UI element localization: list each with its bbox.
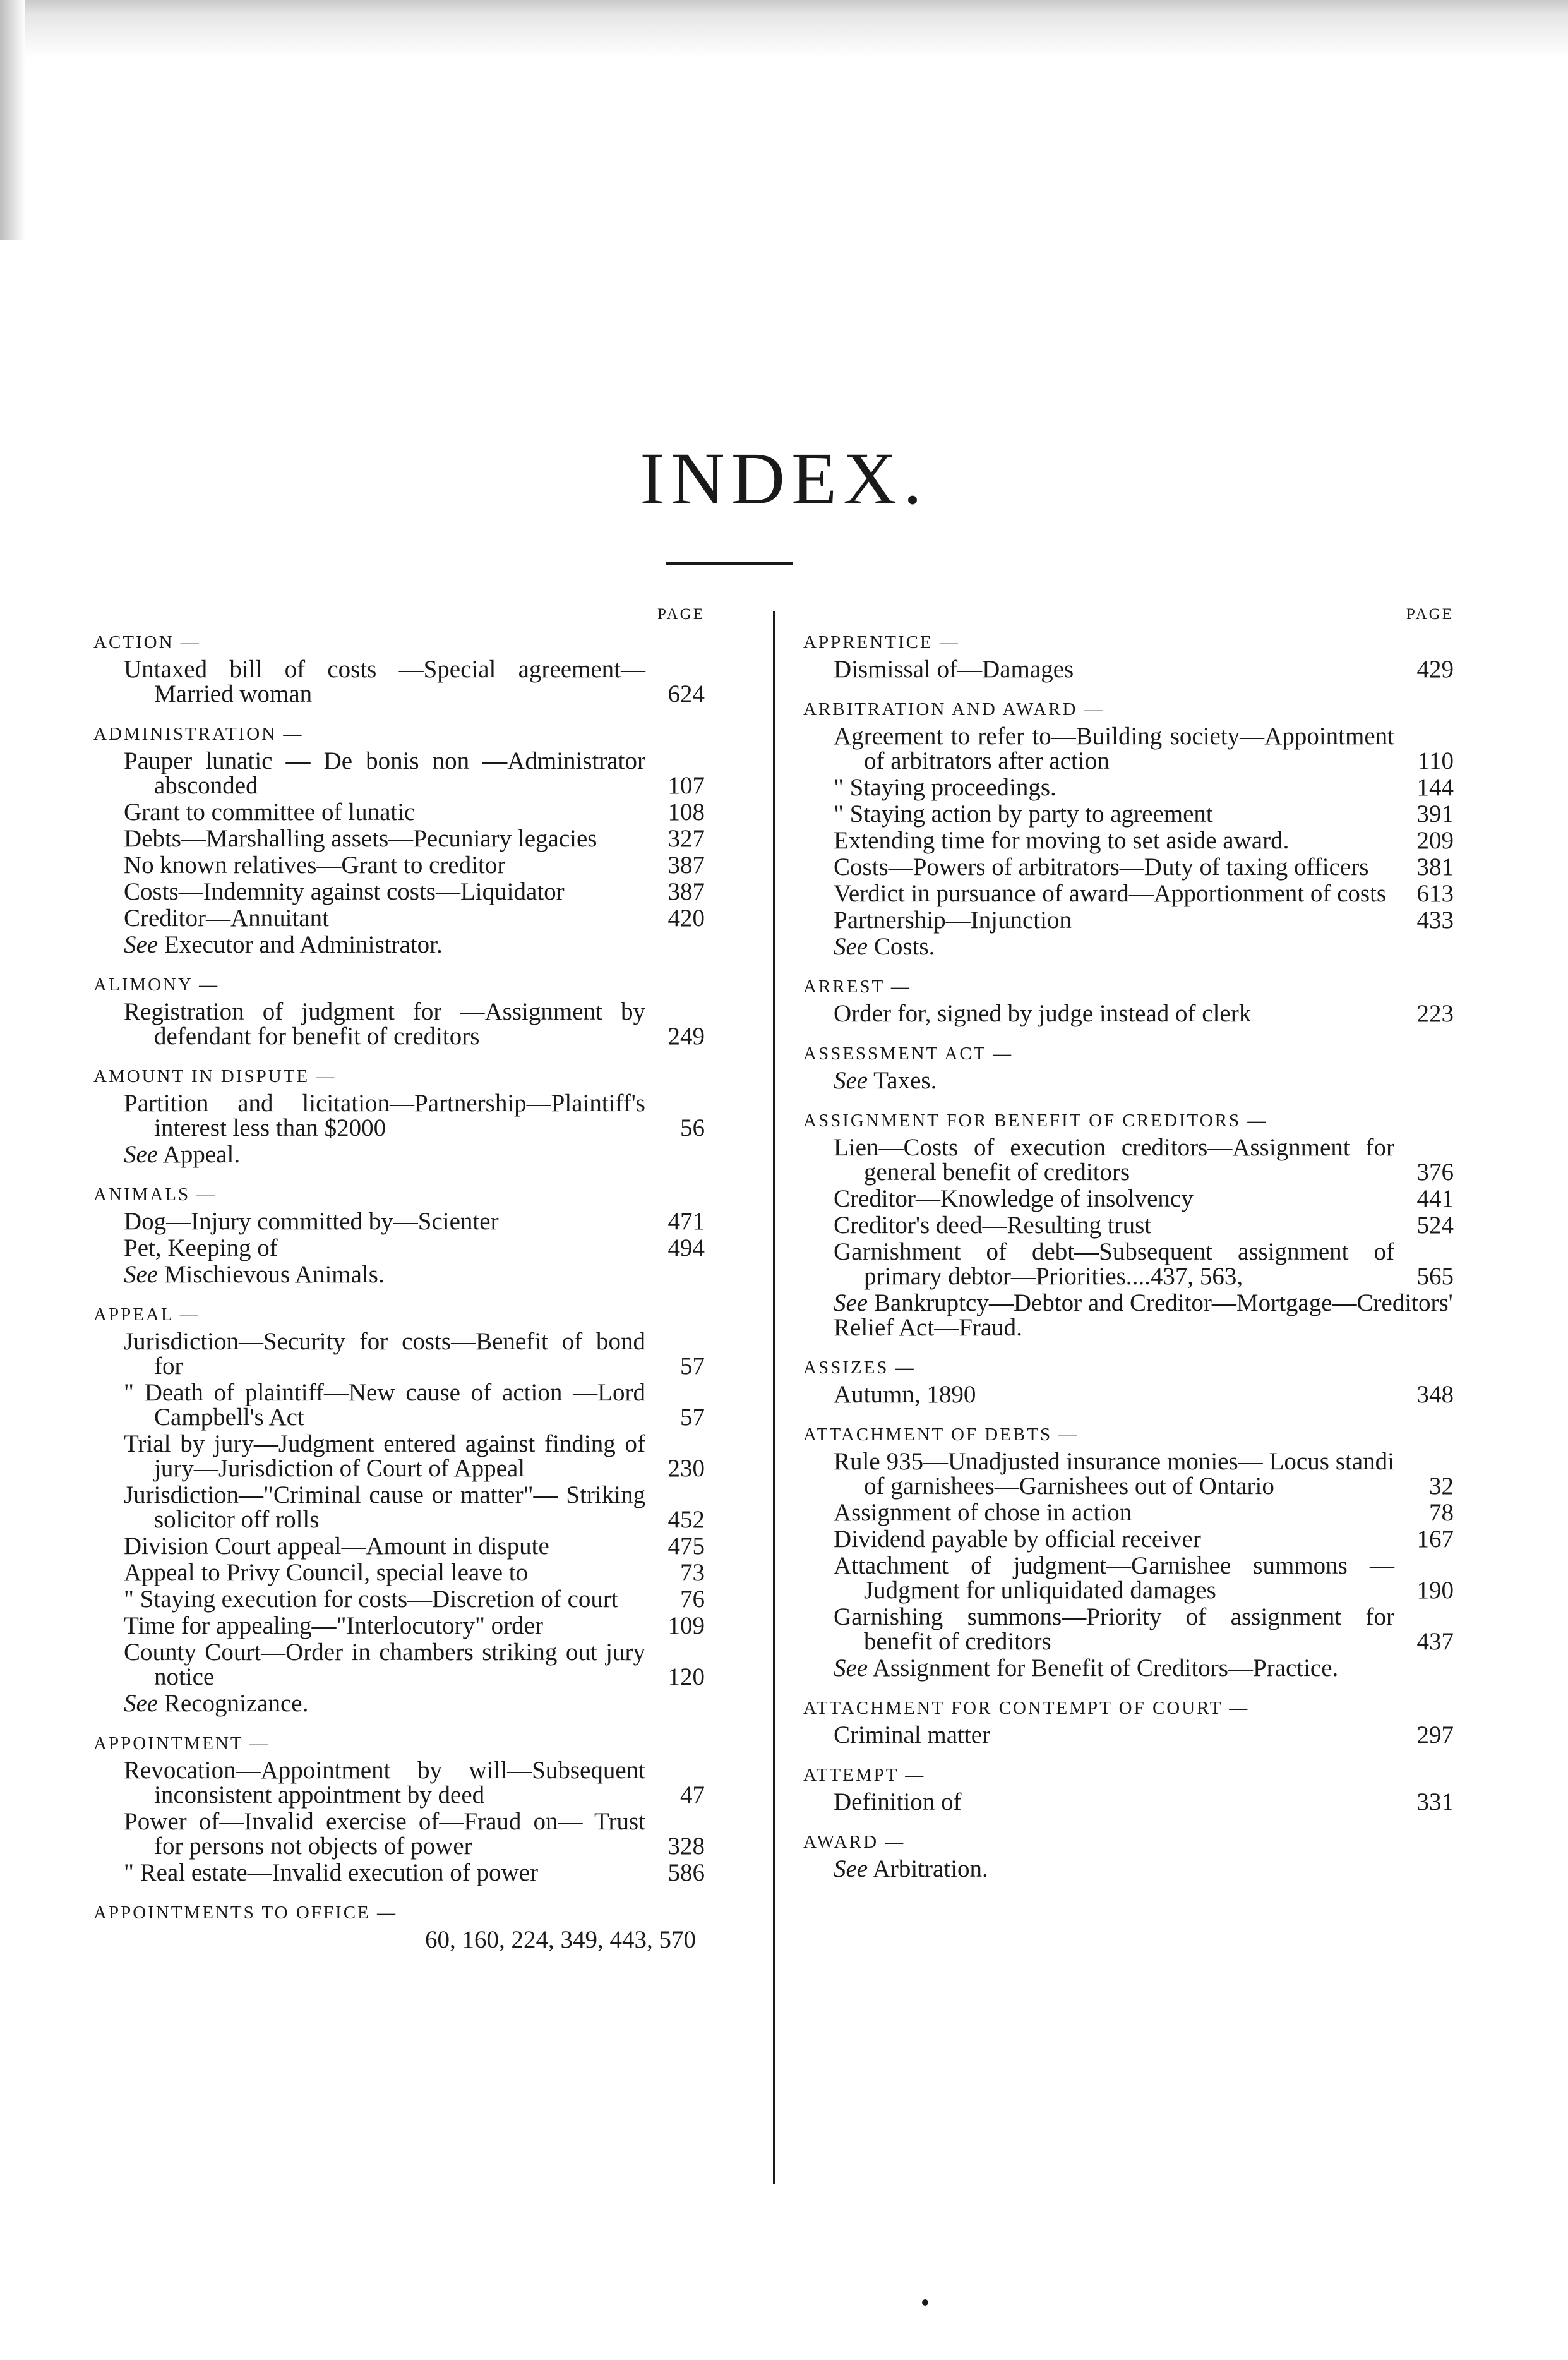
see-label: See (124, 931, 159, 958)
entry-page-number: 109 (667, 1612, 705, 1639)
index-entry (803, 1449, 1454, 1498)
see-reference (803, 1656, 1454, 1680)
entry-page-number: 209 (1416, 827, 1454, 854)
left-column (93, 606, 705, 1971)
entry-text: Definition of (834, 1788, 962, 1815)
entry-text: " Staying proceedings. (834, 774, 1056, 801)
entry-page-number: 494 (667, 1234, 705, 1261)
index-entry (803, 1001, 1454, 1026)
index-entry (93, 1560, 705, 1585)
index-entry (803, 908, 1454, 932)
entry-text: Jurisdiction—Security for costs—Benefit of bond for (124, 1328, 645, 1380)
see-reference (93, 932, 705, 957)
entry-page-number: 420 (667, 905, 705, 932)
entry-page-number: 437 (1416, 1628, 1454, 1655)
index-entry (93, 1758, 705, 1807)
index-entry (93, 1209, 705, 1234)
index-entry (93, 1860, 705, 1885)
entry-text: Extending time for moving to set aside award. (834, 827, 1290, 854)
see-label: See (834, 1654, 868, 1682)
entry-page-number: 57 (680, 1352, 705, 1380)
index-section (93, 1735, 705, 1885)
see-target: Taxes. (873, 1067, 937, 1094)
inline-page-list: 60, 160, 224, 349, 443, 570 (425, 1926, 696, 1953)
entry-text: County Court—Order in chambers striking out jury notice (124, 1639, 645, 1690)
index-section (803, 978, 1454, 1026)
entry-text: Pet, Keeping of (124, 1234, 278, 1261)
entry-text: Garnishing summons—Priority of assignment for benefit of creditors (834, 1603, 1394, 1655)
page-column-label: PAGE (657, 606, 705, 623)
index-section (93, 1068, 705, 1167)
index-entry (93, 853, 705, 877)
entry-text: Trial by jury—Judgment entered against finding of jury—Jurisdiction of Court of Appeal (124, 1430, 645, 1482)
entry-text: Grant to committee of lunatic (124, 798, 416, 826)
entry-text: " Staying action by party to agreement (834, 800, 1213, 828)
index-entry (93, 749, 705, 798)
section-heading: APPOINTMENT — (93, 1733, 270, 1754)
index-section (803, 1766, 1454, 1814)
entry-page-number: 586 (667, 1859, 705, 1886)
see-reference (803, 1068, 1454, 1093)
page-title: INDEX. (640, 437, 928, 520)
section-heading: APPOINTMENTS TO OFFICE — (93, 1903, 398, 1923)
entry-text: Appeal to Privy Council, special leave to (124, 1559, 529, 1586)
see-label: See (834, 1289, 868, 1316)
section-heading: APPEAL — (93, 1304, 200, 1325)
section-heading: ALIMONY — (93, 975, 220, 995)
entry-text: Costs—Powers of arbitrators—Duty of taxing officers (834, 853, 1369, 881)
index-entry (803, 1553, 1454, 1603)
index-entry (93, 1380, 705, 1430)
entry-page-number: 381 (1416, 853, 1454, 881)
index-entry (93, 906, 705, 930)
entry-text: No known relatives—Grant to creditor (124, 852, 506, 879)
index-section (803, 1045, 1454, 1093)
index-entry (803, 828, 1454, 853)
entry-text: Order for, signed by judge instead of clerk (834, 1000, 1252, 1027)
entry-text: " Death of plaintiff—New cause of action —Lord Campbell's Act (124, 1379, 645, 1431)
index-section (803, 701, 1454, 959)
entry-text: Jurisdiction—"Criminal cause or matter"— Striking solicitor off rolls (124, 1481, 645, 1533)
entry-page-number: 524 (1416, 1212, 1454, 1239)
entry-page-number: 167 (1416, 1526, 1454, 1553)
entry-page-number: 624 (667, 680, 705, 707)
entry-page-number: 47 (680, 1781, 705, 1809)
index-section (93, 634, 705, 706)
index-section (93, 1186, 705, 1287)
section-heading: ASSESSMENT ACT — (803, 1044, 1014, 1064)
index-section (803, 1112, 1454, 1340)
index-entry (93, 800, 705, 824)
index-entry (803, 1527, 1454, 1551)
entry-text: Registration of judgment for —Assignment by defendant for benefit of creditors (124, 998, 645, 1050)
entry-page-number: 328 (667, 1833, 705, 1860)
see-reference (93, 1262, 705, 1287)
section-heading: AMOUNT IN DISPUTE — (93, 1066, 337, 1087)
entry-text: Attachment of judgment—Garnishee summons —Judgment for unliquidated damages (834, 1552, 1394, 1604)
entry-page-number: 387 (667, 852, 705, 879)
index-entry (93, 826, 705, 851)
entry-page-number: 144 (1416, 774, 1454, 801)
see-target: Executor and Administrator. (164, 931, 443, 958)
index-entry (803, 881, 1454, 906)
entry-page-number: 433 (1416, 906, 1454, 934)
entry-page-number: 475 (667, 1532, 705, 1560)
index-entry (93, 1613, 705, 1638)
index-entry (803, 1604, 1454, 1654)
index-entry (93, 1091, 705, 1140)
page-column-label: PAGE (1406, 606, 1454, 623)
entry-page-number: 565 (1416, 1263, 1454, 1290)
entry-text: Autumn, 1890 (834, 1381, 976, 1408)
see-label: See (834, 1855, 868, 1882)
index-entry (803, 1500, 1454, 1525)
entry-text: Rule 935—Unadjusted insurance monies— Locus standi of garnishees—Garnishees out of Ontario (834, 1448, 1394, 1500)
see-reference (803, 1857, 1454, 1881)
index-section (803, 1426, 1454, 1680)
entry-page-number: 348 (1416, 1381, 1454, 1408)
entry-text: Dog—Injury committed by—Scienter (124, 1208, 499, 1235)
index-entry (93, 1236, 705, 1260)
entry-text: Dividend payable by official receiver (834, 1526, 1201, 1553)
index-section (93, 976, 705, 1049)
see-label: See (834, 1067, 868, 1094)
entry-text: Assignment of chose in action (834, 1499, 1132, 1526)
see-label: See (834, 933, 868, 960)
entry-page-number: 429 (1416, 656, 1454, 683)
entry-page-number: 471 (667, 1208, 705, 1235)
see-label: See (124, 1690, 159, 1717)
index-entry (93, 1431, 705, 1481)
entry-text: Criminal matter (834, 1721, 991, 1749)
entry-text: Creditor—Annuitant (124, 905, 329, 932)
see-target: Costs. (873, 933, 935, 960)
section-heading: ATTEMPT — (803, 1765, 926, 1785)
index-entry (93, 879, 705, 904)
entry-text: Partition and licitation—Partnership—Plaintiff's interest less than $2000 (124, 1090, 645, 1141)
index-entry (93, 1640, 705, 1689)
index-entry (803, 1790, 1454, 1814)
section-heading: ASSIGNMENT FOR BENEFIT OF CREDITORS — (803, 1111, 1268, 1131)
see-label: See (124, 1261, 159, 1288)
index-entry (803, 1213, 1454, 1237)
section-heading: ARBITRATION AND AWARD — (803, 699, 1104, 719)
index-entry (803, 1723, 1454, 1747)
index-entry (93, 1809, 705, 1858)
index-entry (803, 802, 1454, 826)
entry-page-number: 613 (1416, 880, 1454, 907)
entry-page-number: 331 (1416, 1788, 1454, 1815)
entry-page-number: 297 (1416, 1721, 1454, 1749)
entry-page-number: 78 (1429, 1499, 1454, 1526)
entry-text: Revocation—Appointment by will—Subsequent inconsistent appointment by deed (124, 1757, 645, 1809)
entry-page-number: 391 (1416, 800, 1454, 828)
entry-text: Creditor's deed—Resulting trust (834, 1212, 1152, 1239)
index-entry (93, 1329, 705, 1378)
entry-text: Pauper lunatic — De bonis non —Administrator absconded (124, 747, 645, 799)
see-reference (93, 1142, 705, 1167)
entry-page-number: 190 (1416, 1577, 1454, 1604)
entry-page-number: 249 (667, 1023, 705, 1050)
index-entry (803, 855, 1454, 879)
section-heading: ASSIZES — (803, 1358, 916, 1378)
index-section (803, 634, 1454, 682)
index-entry (93, 657, 705, 706)
entry-page-number: 76 (680, 1586, 705, 1613)
index-section (93, 1306, 705, 1716)
section-heading: ATTACHMENT FOR CONTEMPT OF COURT — (803, 1698, 1250, 1718)
index-entry (803, 1135, 1454, 1184)
entry-page-number: 108 (667, 798, 705, 826)
index-entry (803, 657, 1454, 682)
index-section (803, 1359, 1454, 1407)
see-target: Arbitration. (872, 1855, 988, 1882)
entry-text: Agreement to refer to—Building society—Appointment of arbitrators after action (834, 723, 1394, 774)
entry-page-number: 441 (1416, 1185, 1454, 1212)
see-target: Appeal. (162, 1141, 241, 1168)
index-section (803, 1699, 1454, 1747)
index-entry (803, 1239, 1454, 1289)
index-entry (93, 1587, 705, 1611)
entry-page-number: 107 (667, 772, 705, 799)
entry-page-number: 32 (1429, 1472, 1454, 1500)
entry-page-number: 56 (680, 1114, 705, 1141)
section-heading: ADMINISTRATION — (93, 724, 304, 744)
entry-page-number: 223 (1416, 1000, 1454, 1027)
entry-text: Division Court appeal—Amount in dispute (124, 1532, 549, 1560)
see-reference (803, 1291, 1454, 1340)
see-target: Assignment for Benefit of Creditors—Practice. (872, 1654, 1339, 1682)
index-entry (803, 724, 1454, 773)
entry-text: Lien—Costs of execution creditors—Assignment for general benefit of creditors (834, 1134, 1394, 1186)
entry-page-number: 57 (680, 1404, 705, 1431)
title-rule (666, 562, 793, 565)
entry-text: Power of—Invalid exercise of—Fraud on— Trust for persons not objects of power (124, 1808, 645, 1860)
see-target: Mischievous Animals. (164, 1261, 385, 1288)
scan-left-shadow (0, 0, 25, 240)
entry-text: Costs—Indemnity against costs—Liquidator (124, 878, 565, 905)
entry-text: Dismissal of—Damages (834, 656, 1074, 683)
see-label: See (124, 1141, 159, 1168)
page-ornament (922, 2299, 928, 2306)
index-section (93, 725, 705, 957)
entry-page-number: 230 (667, 1455, 705, 1482)
index-entry (93, 999, 705, 1049)
entry-page-number: 327 (667, 825, 705, 852)
index-section (93, 1904, 705, 1952)
entry-text: Creditor—Knowledge of insolvency (834, 1185, 1194, 1212)
entry-page-number: 452 (667, 1506, 705, 1533)
see-target: Bankruptcy—Debtor and Creditor—Mortgage—Creditors' Relief Act—Fraud. (834, 1289, 1453, 1341)
index-entry (803, 1186, 1454, 1211)
entry-text: " Staying execution for costs—Discretion of court (124, 1586, 618, 1613)
entry-text: Time for appealing—"Interlocutory" order (124, 1612, 543, 1639)
entry-text: Partnership—Injunction (834, 906, 1072, 934)
entry-text: Untaxed bill of costs —Special agreement— Married woman (124, 656, 645, 707)
section-heading: ATTACHMENT OF DEBTS — (803, 1424, 1079, 1445)
scan-edge-shadow (0, 0, 1568, 82)
entry-page-number: 120 (667, 1663, 705, 1690)
entry-text: Garnishment of debt—Subsequent assignment of primary debtor—Priorities....437, 563, (834, 1238, 1394, 1290)
index-entry (93, 1534, 705, 1558)
entry-text: Debts—Marshalling assets—Pecuniary legacies (124, 825, 597, 852)
section-heading: AWARD — (803, 1832, 906, 1852)
index-entry (803, 1382, 1454, 1407)
section-heading: APPRENTICE — (803, 632, 960, 653)
entry-page-number: 376 (1416, 1159, 1454, 1186)
index-section (803, 1833, 1454, 1881)
section-heading: ANIMALS — (93, 1184, 217, 1205)
entry-text: " Real estate—Invalid execution of power (124, 1859, 538, 1886)
entry-text: Verdict in pursuance of award—Apportionment of costs (834, 880, 1387, 907)
left-index-sections (93, 634, 705, 1952)
see-reference (803, 934, 1454, 959)
see-reference (93, 1691, 705, 1716)
section-heading: ACTION — (93, 632, 201, 653)
index-entry (803, 775, 1454, 800)
see-target: Recognizance. (164, 1690, 309, 1717)
entry-page-number: 73 (680, 1559, 705, 1586)
entry-page-number: 110 (1417, 747, 1454, 774)
index-entry (93, 1483, 705, 1532)
section-heading: ARREST — (803, 977, 911, 997)
column-divider (773, 611, 775, 2184)
right-index-sections (803, 634, 1454, 1881)
entry-page-number: 387 (667, 878, 705, 905)
right-column (803, 606, 1454, 1900)
